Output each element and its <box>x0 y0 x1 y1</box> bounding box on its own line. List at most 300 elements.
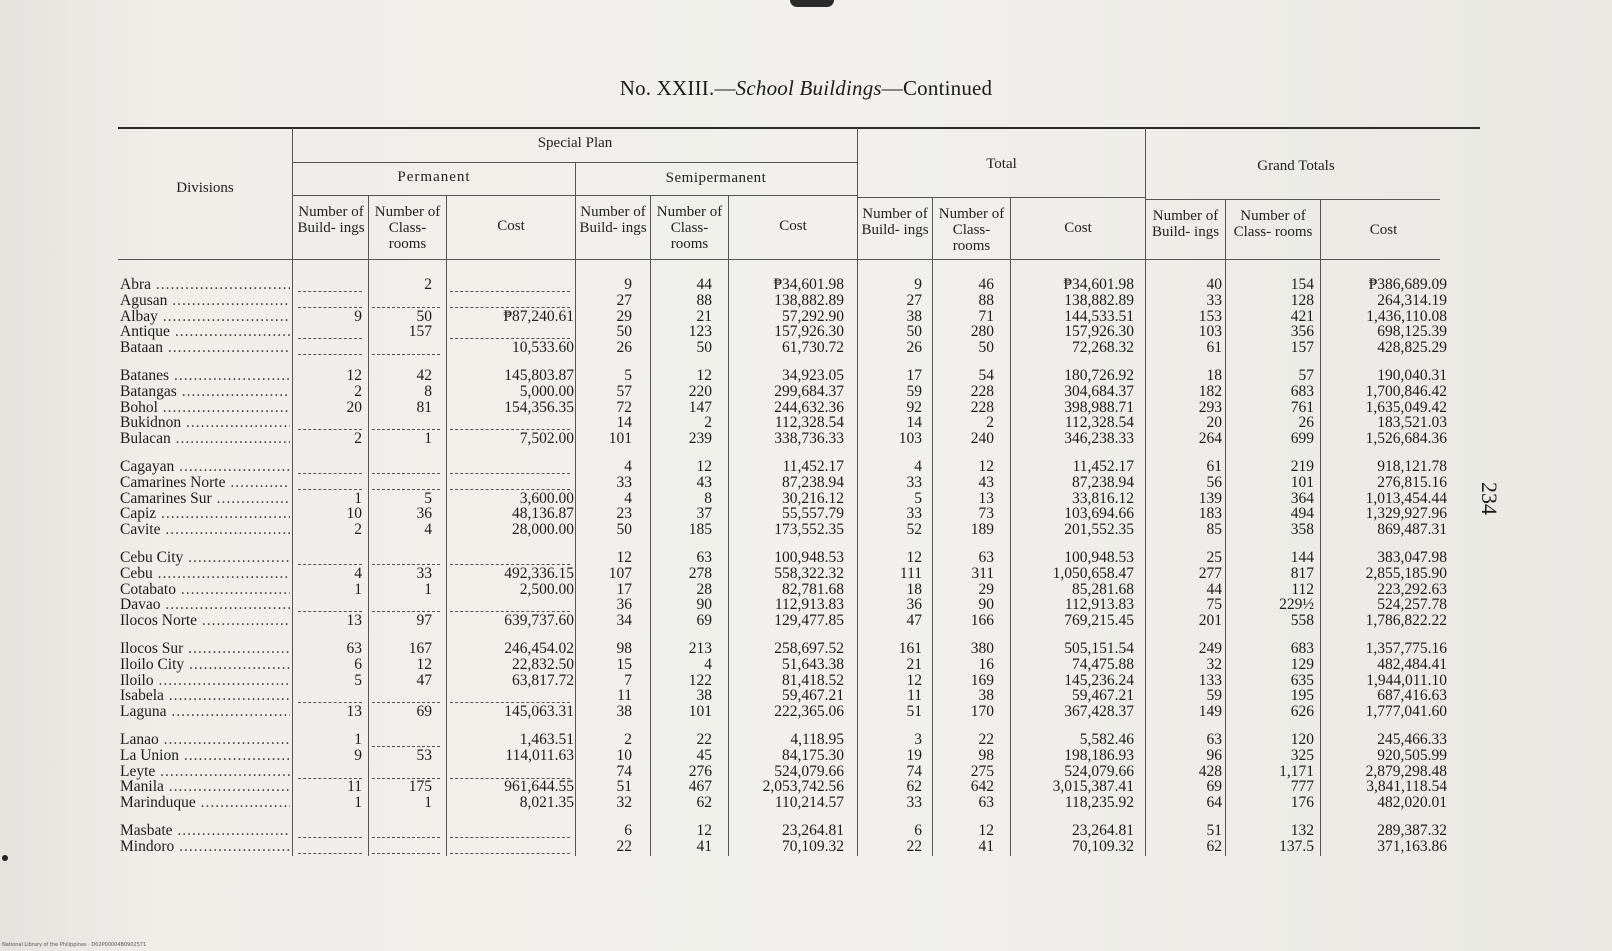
table-cell: 229½ <box>1279 596 1314 614</box>
table-cell: 137.5 <box>1279 837 1314 855</box>
table-cell: 10 <box>346 505 362 523</box>
table-cell: 19 <box>906 746 922 764</box>
table-cell: 61 <box>1206 458 1222 475</box>
division-name: Bulacan ..... <box>120 430 290 447</box>
table-row <box>0 521 1612 538</box>
table-cell: 356 <box>1290 323 1314 341</box>
table-cell: 84,175.30 <box>782 746 844 764</box>
table-cell: 11,452.17 <box>782 458 844 475</box>
table-cell: 280 <box>970 323 994 341</box>
table-row <box>0 703 1612 720</box>
table-cell: 54 <box>978 367 994 384</box>
table-cell: 28,000.00 <box>512 521 574 539</box>
table-cell: 228 <box>970 398 994 416</box>
table-cell: 38 <box>906 307 922 325</box>
table-cell: 380 <box>970 640 994 657</box>
table-cell: 304,684.37 <box>1064 382 1134 400</box>
table-cell: 1 <box>424 794 432 812</box>
table-cell: 157,926.30 <box>774 323 844 341</box>
table-cell: 189 <box>970 521 994 539</box>
table-cell: 276,815.16 <box>1377 473 1447 491</box>
table-cell: 699 <box>1290 430 1314 448</box>
table-cell: 505,151.54 <box>1064 640 1134 657</box>
table-cell: 112,913.83 <box>1064 596 1134 614</box>
table-cell: 698,125.39 <box>1377 323 1447 341</box>
table-cell: 154,356.35 <box>504 398 574 416</box>
table-row <box>0 549 1612 566</box>
table-cell: 74 <box>906 762 922 780</box>
division-name: Antique ..... <box>120 323 290 340</box>
table-cell: 3 <box>914 731 922 748</box>
table-cell: 103 <box>1198 323 1222 341</box>
table-cell: 74,475.88 <box>1072 655 1134 673</box>
table-row <box>0 474 1612 491</box>
header-bottom-rule <box>118 259 1440 260</box>
division-name: Cebu City ..... <box>120 549 290 566</box>
table-cell: 59 <box>1206 687 1222 705</box>
table-cell: 129 <box>1290 655 1314 673</box>
table-cell: 558 <box>1290 612 1314 630</box>
division-name: Laguna ..... <box>120 703 290 720</box>
table-cell: 18 <box>1206 367 1222 384</box>
table-cell: 101 <box>1290 473 1314 491</box>
table-cell: 25 <box>1206 549 1222 566</box>
table-cell: 50 <box>906 323 922 341</box>
table-cell: 175 <box>408 778 432 796</box>
table-cell: 4 <box>624 489 632 507</box>
table-cell: 761 <box>1290 398 1314 416</box>
table-cell: 264 <box>1198 430 1222 448</box>
table-cell: 642 <box>970 778 994 796</box>
table-cell: 961,644.55 <box>504 778 574 796</box>
table-cell: 69 <box>1206 778 1222 796</box>
table-cell: 1,357,775.16 <box>1365 640 1447 657</box>
table-cell: 51,643.38 <box>782 655 844 673</box>
table-cell: 367,428.37 <box>1064 703 1134 721</box>
table-cell: 920,505.99 <box>1377 746 1447 764</box>
table-cell: 56 <box>1206 473 1222 491</box>
table-cell: 299,684.37 <box>774 382 844 400</box>
table-row <box>0 367 1612 384</box>
table-cell: 114,011.63 <box>505 746 574 764</box>
table-cell: 264,314.19 <box>1377 291 1447 309</box>
table-cell: 101 <box>608 430 632 448</box>
table-cell: 32 <box>1206 655 1222 673</box>
table-cell: 28 <box>696 580 712 598</box>
table-cell: 12 <box>696 367 712 384</box>
table-cell: 144,533.51 <box>1064 307 1134 325</box>
table-cell: 138,882.89 <box>774 291 844 309</box>
table-cell: 50 <box>616 323 632 341</box>
table-cell: 123 <box>688 323 712 341</box>
table-cell: 128 <box>1290 291 1314 309</box>
table-cell: 38 <box>696 687 712 705</box>
table-cell: 2 <box>354 521 362 539</box>
table-cell: 10,533.60 <box>512 339 574 357</box>
table-cell: 32 <box>616 794 632 812</box>
table-cell: 364 <box>1290 489 1314 507</box>
table-cell: 98 <box>978 746 994 764</box>
table-cell: 22 <box>978 731 994 748</box>
table-cell: 51 <box>616 778 632 796</box>
table-cell: 1,171 <box>1279 762 1314 780</box>
table-cell: 70,109.32 <box>1072 837 1134 855</box>
table-cell: 62 <box>696 794 712 812</box>
table-cell: 258,697.52 <box>774 640 844 657</box>
table-cell: 4 <box>914 458 922 475</box>
table-cell: 157,926.30 <box>1064 323 1134 341</box>
table-row <box>0 490 1612 507</box>
table-cell: 7,502.00 <box>519 430 574 448</box>
table-row <box>0 672 1612 689</box>
table-cell: 55,557.79 <box>782 505 844 523</box>
table-row <box>0 323 1612 340</box>
table-cell: 70,109.32 <box>782 837 844 855</box>
table-cell: 1,526,684.36 <box>1365 430 1447 448</box>
table-cell: 51 <box>906 703 922 721</box>
table-cell: 157 <box>1290 339 1314 357</box>
table-cell: 157 <box>408 323 432 341</box>
table-cell: 338,736.33 <box>774 430 844 448</box>
division-name: Batangas ..... <box>120 383 290 400</box>
empty-cell-dash <box>298 853 362 854</box>
table-cell: 358 <box>1290 521 1314 539</box>
table-cell: 185 <box>688 521 712 539</box>
table-cell: 2 <box>354 430 362 448</box>
table-cell: 249 <box>1198 640 1222 657</box>
title-prefix: No. XXIII.— <box>619 76 736 100</box>
table-cell: 63 <box>346 640 362 657</box>
table-cell: 277 <box>1198 564 1222 582</box>
table-row <box>0 276 1612 293</box>
table-cell: 180,726.92 <box>1064 367 1134 384</box>
table-row <box>0 794 1612 811</box>
table-cell: 482,020.01 <box>1377 794 1447 812</box>
table-cell: 45 <box>696 746 712 764</box>
header-permanent: Permanent <box>397 169 471 185</box>
header-total: Total <box>986 156 1017 172</box>
table-cell: 12 <box>696 458 712 475</box>
division-name: Agusan ..... <box>120 292 290 309</box>
empty-cell-dash <box>298 354 362 355</box>
table-cell: 61 <box>1206 339 1222 357</box>
table-cell: 81 <box>416 398 432 416</box>
table-cell: 82,781.68 <box>782 580 844 598</box>
table-cell: 398,988.71 <box>1064 398 1134 416</box>
table-cell: 57 <box>1298 367 1314 384</box>
table-cell: 97 <box>416 612 432 630</box>
table-row <box>0 612 1612 629</box>
table-cell: 26 <box>616 339 632 357</box>
title-suffix: —Continued <box>881 76 993 100</box>
table-cell: 50 <box>416 307 432 325</box>
table-cell: 33,816.12 <box>1072 489 1134 507</box>
table-cell: 41 <box>696 837 712 855</box>
table-cell: 201 <box>1198 612 1222 630</box>
table-row <box>0 778 1612 795</box>
table-row <box>0 731 1612 748</box>
division-name: Iloilo ..... <box>120 672 290 689</box>
table-cell: 52 <box>906 521 922 539</box>
table-cell: 9 <box>624 276 632 293</box>
table-cell: 30,216.12 <box>782 489 844 507</box>
table-cell: 50 <box>978 339 994 357</box>
table-cell: 183 <box>1198 505 1222 523</box>
table-cell: 63 <box>696 549 712 566</box>
table-cell: 90 <box>696 596 712 614</box>
table-cell: 46 <box>978 276 994 293</box>
table-cell: 129,477.85 <box>774 612 844 630</box>
table-cell: 43 <box>978 473 994 491</box>
table-cell: 38 <box>978 687 994 705</box>
table-cell: 166 <box>970 612 994 630</box>
table-cell: 9 <box>354 307 362 325</box>
division-name: Cebu ..... <box>120 565 290 582</box>
table-cell: 869,487.31 <box>1377 521 1447 539</box>
table-cell: 44 <box>1206 580 1222 598</box>
table-cell: 626 <box>1290 703 1314 721</box>
table-cell: 12 <box>616 549 632 566</box>
table-cell: 62 <box>906 778 922 796</box>
empty-cell-dash <box>450 853 570 854</box>
subheader-semi-classrooms: Number of Class- rooms <box>656 204 723 252</box>
header-semipermanent: Semipermanent <box>665 170 767 186</box>
table-cell: 346,238.33 <box>1064 430 1134 448</box>
table-cell: 44 <box>696 276 712 293</box>
division-name: Camarines Norte ..... <box>120 474 290 491</box>
table-cell: 138,882.89 <box>1064 291 1134 309</box>
table-row <box>0 383 1612 400</box>
table-cell: 4 <box>704 655 712 673</box>
table-cell: 1 <box>354 794 362 812</box>
table-cell: 21 <box>696 307 712 325</box>
table-cell: 12 <box>978 458 994 475</box>
table-cell: 17 <box>906 367 922 384</box>
table-cell: 34 <box>616 612 632 630</box>
table-cell: 22 <box>616 837 632 855</box>
table-cell: 492,336.15 <box>504 564 574 582</box>
table-cell: 18 <box>906 580 922 598</box>
table-cell: 92 <box>906 398 922 416</box>
table-cell: 40 <box>1206 276 1222 293</box>
table-cell: 144 <box>1290 549 1314 566</box>
table-cell: 383,047.98 <box>1377 549 1447 566</box>
table-cell: 467 <box>688 778 712 796</box>
table-cell: 23 <box>616 505 632 523</box>
table-cell: 5 <box>354 671 362 689</box>
subheader-semi-buildings: Number of Build- ings <box>579 204 647 236</box>
table-cell: 11,452.17 <box>1072 458 1134 475</box>
table-cell: 3,600.00 <box>519 489 574 507</box>
rule-perm-semi <box>293 195 857 196</box>
table-cell: 244,632.36 <box>774 398 844 416</box>
table-cell: 33 <box>416 564 432 582</box>
table-cell: 639,737.60 <box>504 612 574 630</box>
table-cell: 170 <box>970 703 994 721</box>
subheader-perm-classrooms: Number of Class- rooms <box>374 204 441 252</box>
table-cell: 27 <box>906 291 922 309</box>
table-cell: 4 <box>424 521 432 539</box>
table-cell: 111 <box>899 564 922 582</box>
table-row <box>0 822 1612 839</box>
table-cell: 75 <box>1206 596 1222 614</box>
table-cell: 14 <box>906 414 922 432</box>
division-name: Marinduque ..... <box>120 794 290 811</box>
page-number: 234 <box>1477 482 1502 515</box>
table-cell: 190,040.31 <box>1377 367 1447 384</box>
ink-blot <box>790 0 834 7</box>
table-cell: 219 <box>1290 458 1314 475</box>
rule-grand <box>1146 199 1440 200</box>
table-cell: 8 <box>704 489 712 507</box>
table-cell: 81,418.52 <box>782 671 844 689</box>
table-cell: 278 <box>688 564 712 582</box>
table-cell: 63 <box>1206 731 1222 748</box>
table-cell: 23,264.81 <box>1072 822 1134 839</box>
division-name: Abra ..... <box>120 276 290 293</box>
division-name: Ilocos Sur ..... <box>120 640 290 657</box>
table-cell: 246,454.02 <box>504 640 574 657</box>
table-cell: 5 <box>914 489 922 507</box>
table-cell: 53 <box>416 746 432 764</box>
table-row <box>0 687 1612 704</box>
table-row <box>0 399 1612 416</box>
table-cell: 27 <box>616 291 632 309</box>
table-cell: 1 <box>354 731 362 748</box>
table-cell: 63,817.72 <box>512 671 574 689</box>
table-cell: 276 <box>688 762 712 780</box>
table-cell: 5 <box>624 367 632 384</box>
table-cell: 1,050,658.47 <box>1052 564 1134 582</box>
table-cell: 20 <box>1206 414 1222 432</box>
table-cell: 12 <box>978 822 994 839</box>
table-cell: 3,015,387.41 <box>1052 778 1134 796</box>
table-row <box>0 505 1612 522</box>
division-name: Ilocos Norte ..... <box>120 612 290 629</box>
page-title <box>0 76 1612 101</box>
empty-cell-dash <box>372 853 440 854</box>
table-cell: 62 <box>1206 837 1222 855</box>
division-name: Albay ..... <box>120 308 290 325</box>
table-cell: 29 <box>978 580 994 598</box>
table-cell: 239 <box>688 430 712 448</box>
table-cell: 635 <box>1290 671 1314 689</box>
division-name: La Union ..... <box>120 747 290 764</box>
table-cell: 149 <box>1198 703 1222 721</box>
table-cell: 36 <box>616 596 632 614</box>
table-cell: 777 <box>1290 778 1314 796</box>
division-name: Cavite ..... <box>120 521 290 538</box>
table-cell: 22,832.50 <box>512 655 574 673</box>
table-cell: 100,948.53 <box>1064 549 1134 566</box>
table-cell: 71 <box>978 307 994 325</box>
table-cell: 240 <box>970 430 994 448</box>
table-cell: 7 <box>624 671 632 689</box>
division-name: Cotabato ..... <box>120 581 290 598</box>
table-cell: 293 <box>1198 398 1222 416</box>
table-cell: 132 <box>1290 822 1314 839</box>
table-cell: 167 <box>408 640 432 657</box>
division-name: Cagayan ..... <box>120 458 290 475</box>
table-cell: 145,236.24 <box>1064 671 1134 689</box>
subheader-perm-cost: Cost <box>497 218 525 234</box>
table-cell: 213 <box>688 640 712 657</box>
empty-cell-dash <box>372 354 440 355</box>
table-cell: 222,365.06 <box>774 703 844 721</box>
table-cell: 683 <box>1290 640 1314 657</box>
table-cell: 42 <box>416 367 432 384</box>
subheader-semi-cost: Cost <box>779 218 807 234</box>
table-cell: 769,215.45 <box>1064 612 1134 630</box>
table-cell: 5,582.46 <box>1079 731 1134 748</box>
table-cell: 72 <box>616 398 632 416</box>
table-cell: 13 <box>346 703 362 721</box>
table-cell: 50 <box>696 339 712 357</box>
table-cell: 289,387.32 <box>1377 822 1447 839</box>
table-cell: 13 <box>346 612 362 630</box>
table-cell: 5,000.00 <box>519 382 574 400</box>
table-cell: 51 <box>1206 822 1222 839</box>
division-name: Masbate ..... <box>120 822 290 839</box>
table-cell: 2,879,298.48 <box>1365 762 1447 780</box>
table-row <box>0 596 1612 613</box>
division-name: Bukidnon ..... <box>120 414 290 431</box>
table-cell: 98 <box>616 640 632 657</box>
table-cell: 16 <box>978 655 994 673</box>
table-cell: 107 <box>608 564 632 582</box>
table-cell: 2 <box>624 731 632 748</box>
table-cell: 61,730.72 <box>782 339 844 357</box>
table-cell: 428,825.29 <box>1377 339 1447 357</box>
table-cell: 37 <box>696 505 712 523</box>
table-cell: 69 <box>696 612 712 630</box>
table-cell: 4 <box>624 458 632 475</box>
header-divisions: Divisions <box>176 180 234 196</box>
table-cell: 524,079.66 <box>1064 762 1134 780</box>
table-cell: 220 <box>688 382 712 400</box>
table-cell: 15 <box>616 655 632 673</box>
table-cell: 20 <box>346 398 362 416</box>
division-name: Davao ..... <box>120 596 290 613</box>
table-cell: 87,238.94 <box>782 473 844 491</box>
division-name: Mindoro ..... <box>120 838 290 855</box>
rule-total <box>858 197 1145 198</box>
table-cell: 2,500.00 <box>519 580 574 598</box>
table-cell: 100,948.53 <box>774 549 844 566</box>
table-cell: 13 <box>978 489 994 507</box>
division-name: Isabela ..... <box>120 687 290 704</box>
table-cell: 1,700,846.42 <box>1365 382 1447 400</box>
rule-special <box>293 162 857 163</box>
table-cell: 182 <box>1198 382 1222 400</box>
table-cell: 2 <box>986 414 994 432</box>
table-cell: 325 <box>1290 746 1314 764</box>
table-cell: 161 <box>898 640 922 657</box>
table-cell: 103,694.66 <box>1064 505 1134 523</box>
division-name: Batanes ..... <box>120 367 290 384</box>
table-cell: 29 <box>616 307 632 325</box>
table-cell: 198,186.93 <box>1064 746 1134 764</box>
table-row <box>0 292 1612 309</box>
table-cell: 1 <box>424 430 432 448</box>
table-cell: 59 <box>906 382 922 400</box>
division-name: Bohol ..... <box>120 399 290 416</box>
table-cell: 64 <box>1206 794 1222 812</box>
margin-mark <box>2 855 8 861</box>
table-cell: 47 <box>906 612 922 630</box>
table-cell: 96 <box>1206 746 1222 764</box>
table-cell: 201,552.35 <box>1064 521 1134 539</box>
